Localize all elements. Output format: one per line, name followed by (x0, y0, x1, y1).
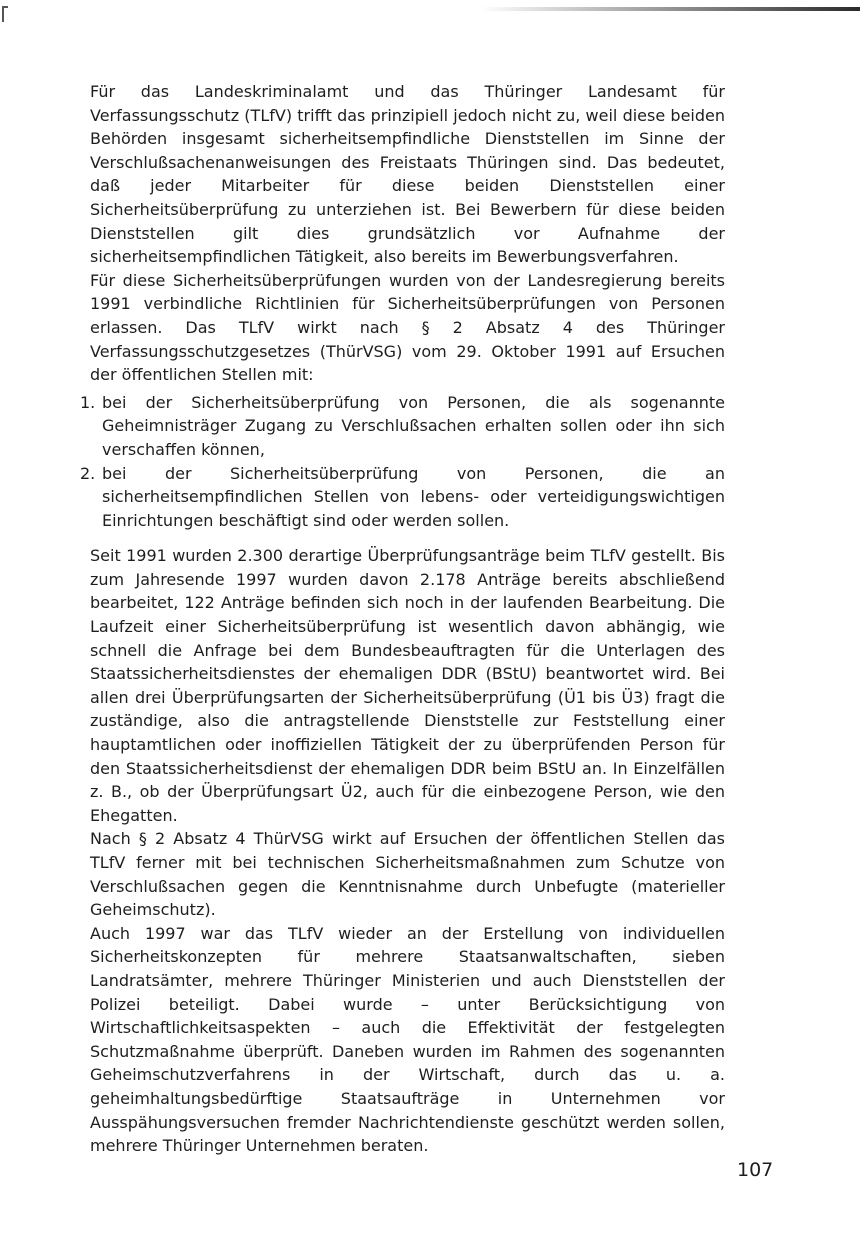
page-number: 107 (737, 1159, 774, 1181)
list-item-text: bei der Sicherheitsüberprüfung von Personen, die als sogenannte Geheimnisträger Zugang zu Verschlußsachen erhalten sollen oder ihn sich verschaffen können, (102, 392, 725, 459)
list-item (80, 391, 725, 462)
list-item-text: bei der Sicherheitsüberprüfung von Personen, die an sicherheitsempfindlichen Stellen von lebens- oder verteidigungswichtigen Einrichtungen beschäftigt sind oder werden sollen. (102, 463, 725, 530)
paragraph-1: Für das Landeskriminalamt und das Thüringer Landesamt für Verfassungsschutz (TLfV) trifft das prinzipiell jedoch nicht zu, weil diese beiden Behörden insgesamt sicherheitsempfindliche Dienststellen im Sinne der Verschlußsachenanweisungen des Freistaats Thüringen sind. Das bedeutet, daß jeder Mitarbeiter für diese beiden Dienststellen einer Sicherheitsüberprüfung zu unterziehen ist. Bei Bewerbern für diese beiden Dienststellen gilt dies grundsätzlich vor Aufnahme der sicherheitsempfindlichen Tätigkeit, also bereits im Bewerbungsverfahren. (90, 82, 725, 267)
scan-corner-mark (2, 6, 8, 22)
body-text (80, 80, 725, 1158)
list-item (80, 462, 725, 533)
numbered-list (80, 391, 725, 533)
paragraph-5: Auch 1997 war das TLfV wieder an der Erstellung von individuellen Sicherheitskonzepten für mehrere Staatsanwaltschaften, sieben Landratsämter, mehrere Thüringer Ministerien und auch Dienststellen der Polizei beteiligt. Dabei wurde – unter Berücksichtigung von Wirtschaftlichkeitsaspekten – auch die Effektivität der festgelegten Schutzmaßnahme überprüft. Daneben wurden im Rahmen des sogenannten Geheimschutzverfahrens in der Wirtschaft, durch das u. a. geheimhaltungsbedürftige Staatsaufträge in Unternehmen vor Ausspähungsversuchen fremder Nachrichtendienste geschützt werden sollen, mehrere Thüringer Unternehmen beraten. (90, 923, 725, 1156)
list-item-number: 2. (80, 463, 96, 483)
paragraph-4: Nach § 2 Absatz 4 ThürVSG wirkt auf Ersuchen der öffentlichen Stellen das TLfV ferner mit bei technischen Sicherheitsmaßnahmen zum Schutze von Verschlußsachen gegen die Kenntnisnahme durch Unbefugte (materieller Geheimschutz). (90, 829, 725, 920)
paragraph-2: Für diese Sicherheitsüberprüfungen wurden von der Landesregierung bereits 1991 verbindliche Richtlinien für Sicherheitsüberprüfungen von Personen erlassen. Das TLfV wirkt nach § 2 Absatz 4 des Thüringer Verfassungsschutzgesetzes (ThürVSG) vom 29. Oktober 1991 auf Ersuchen der öffentlichen Stellen mit: (90, 270, 725, 385)
scan-edge-shadow (480, 7, 860, 11)
paragraph-3: Seit 1991 wurden 2.300 derartige Überprüfungsanträge beim TLfV gestellt. Bis zum Jahresende 1997 wurden davon 2.178 Anträge bereits abschließend bearbeitet, 122 Anträge befinden sich noch in der laufenden Bearbeitung. Die Laufzeit einer Sicherheitsüberprüfung ist wesentlich davon abhängig, wie schnell die Anfrage bei dem Bundesbeauftragten für die Unterlagen des Staatssicherheitsdienstes der ehemaligen DDR (BStU) beantwortet wird. Bei allen drei Überprüfungsarten der Sicherheitsüberprüfung (Ü1 bis Ü3) fragt die zuständige, also die antragstellende Dienststelle zur Feststellung einer hauptamtlichen oder inoffiziellen Tätigkeit der zu überprüfenden Person für den Staatssicherheitsdienst der ehemaligen DDR beim BStU an. In Einzelfällen z. B., ob der Überprüfungsart Ü2, auch für die einbezogene Person, wie den Ehegatten. (90, 546, 725, 825)
list-item-number: 1. (80, 392, 96, 412)
